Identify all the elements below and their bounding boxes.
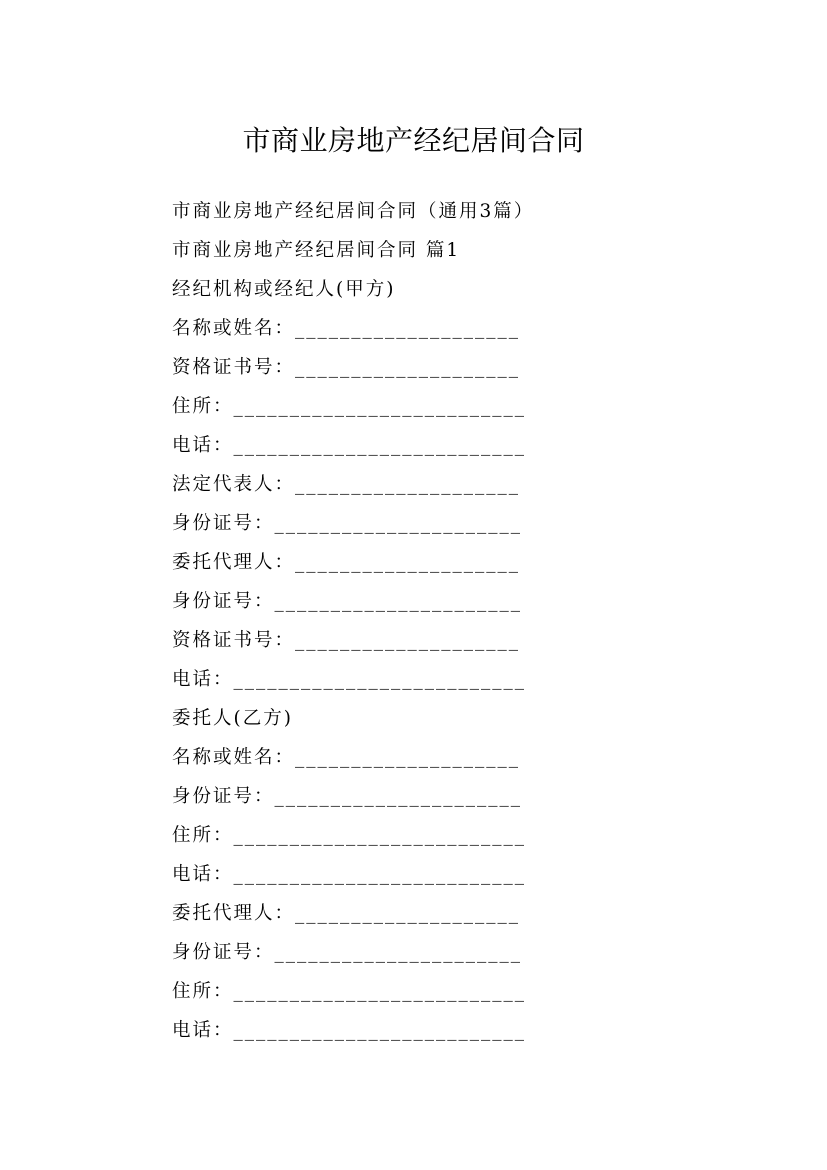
party-a-certificate-field: 资格证书号：____________________ bbox=[172, 357, 521, 378]
party-b-agent-address-field: 住所：__________________________ bbox=[172, 981, 527, 1002]
party-a-legal-rep-field: 法定代表人：____________________ bbox=[172, 474, 521, 495]
party-b-agent-id-field: 身份证号：______________________ bbox=[172, 942, 523, 963]
section-heading: 市商业房地产经纪居间合同 篇1 bbox=[172, 240, 461, 261]
party-a-name-field: 名称或姓名：____________________ bbox=[172, 318, 521, 339]
party-b-agent-phone-field: 电话：__________________________ bbox=[172, 1020, 527, 1041]
party-b-agent-field: 委托代理人：____________________ bbox=[172, 903, 521, 924]
party-a-agent-certificate-field: 资格证书号：____________________ bbox=[172, 630, 521, 651]
party-a-agent-phone-field: 电话：__________________________ bbox=[172, 669, 527, 690]
document-body bbox=[172, 192, 772, 1050]
party-a-address-field: 住所：__________________________ bbox=[172, 396, 527, 417]
party-b-phone-field: 电话：__________________________ bbox=[172, 864, 527, 885]
party-b-heading: 委托人(乙方) bbox=[172, 708, 293, 729]
party-a-phone-field: 电话：__________________________ bbox=[172, 435, 527, 456]
party-b-name-field: 名称或姓名：____________________ bbox=[172, 747, 521, 768]
party-a-agent-id-field: 身份证号：______________________ bbox=[172, 591, 523, 612]
party-a-id-field: 身份证号：______________________ bbox=[172, 513, 523, 534]
party-a-heading: 经纪机构或经纪人(甲方) bbox=[172, 279, 396, 300]
party-b-id-field: 身份证号：______________________ bbox=[172, 786, 523, 807]
party-b-address-field: 住所：__________________________ bbox=[172, 825, 527, 846]
document-title: 市商业房地产经纪居间合同 bbox=[242, 123, 585, 157]
subtitle-line: 市商业房地产经纪居间合同（通用3篇） bbox=[172, 201, 535, 222]
party-a-agent-field: 委托代理人：____________________ bbox=[172, 552, 521, 573]
